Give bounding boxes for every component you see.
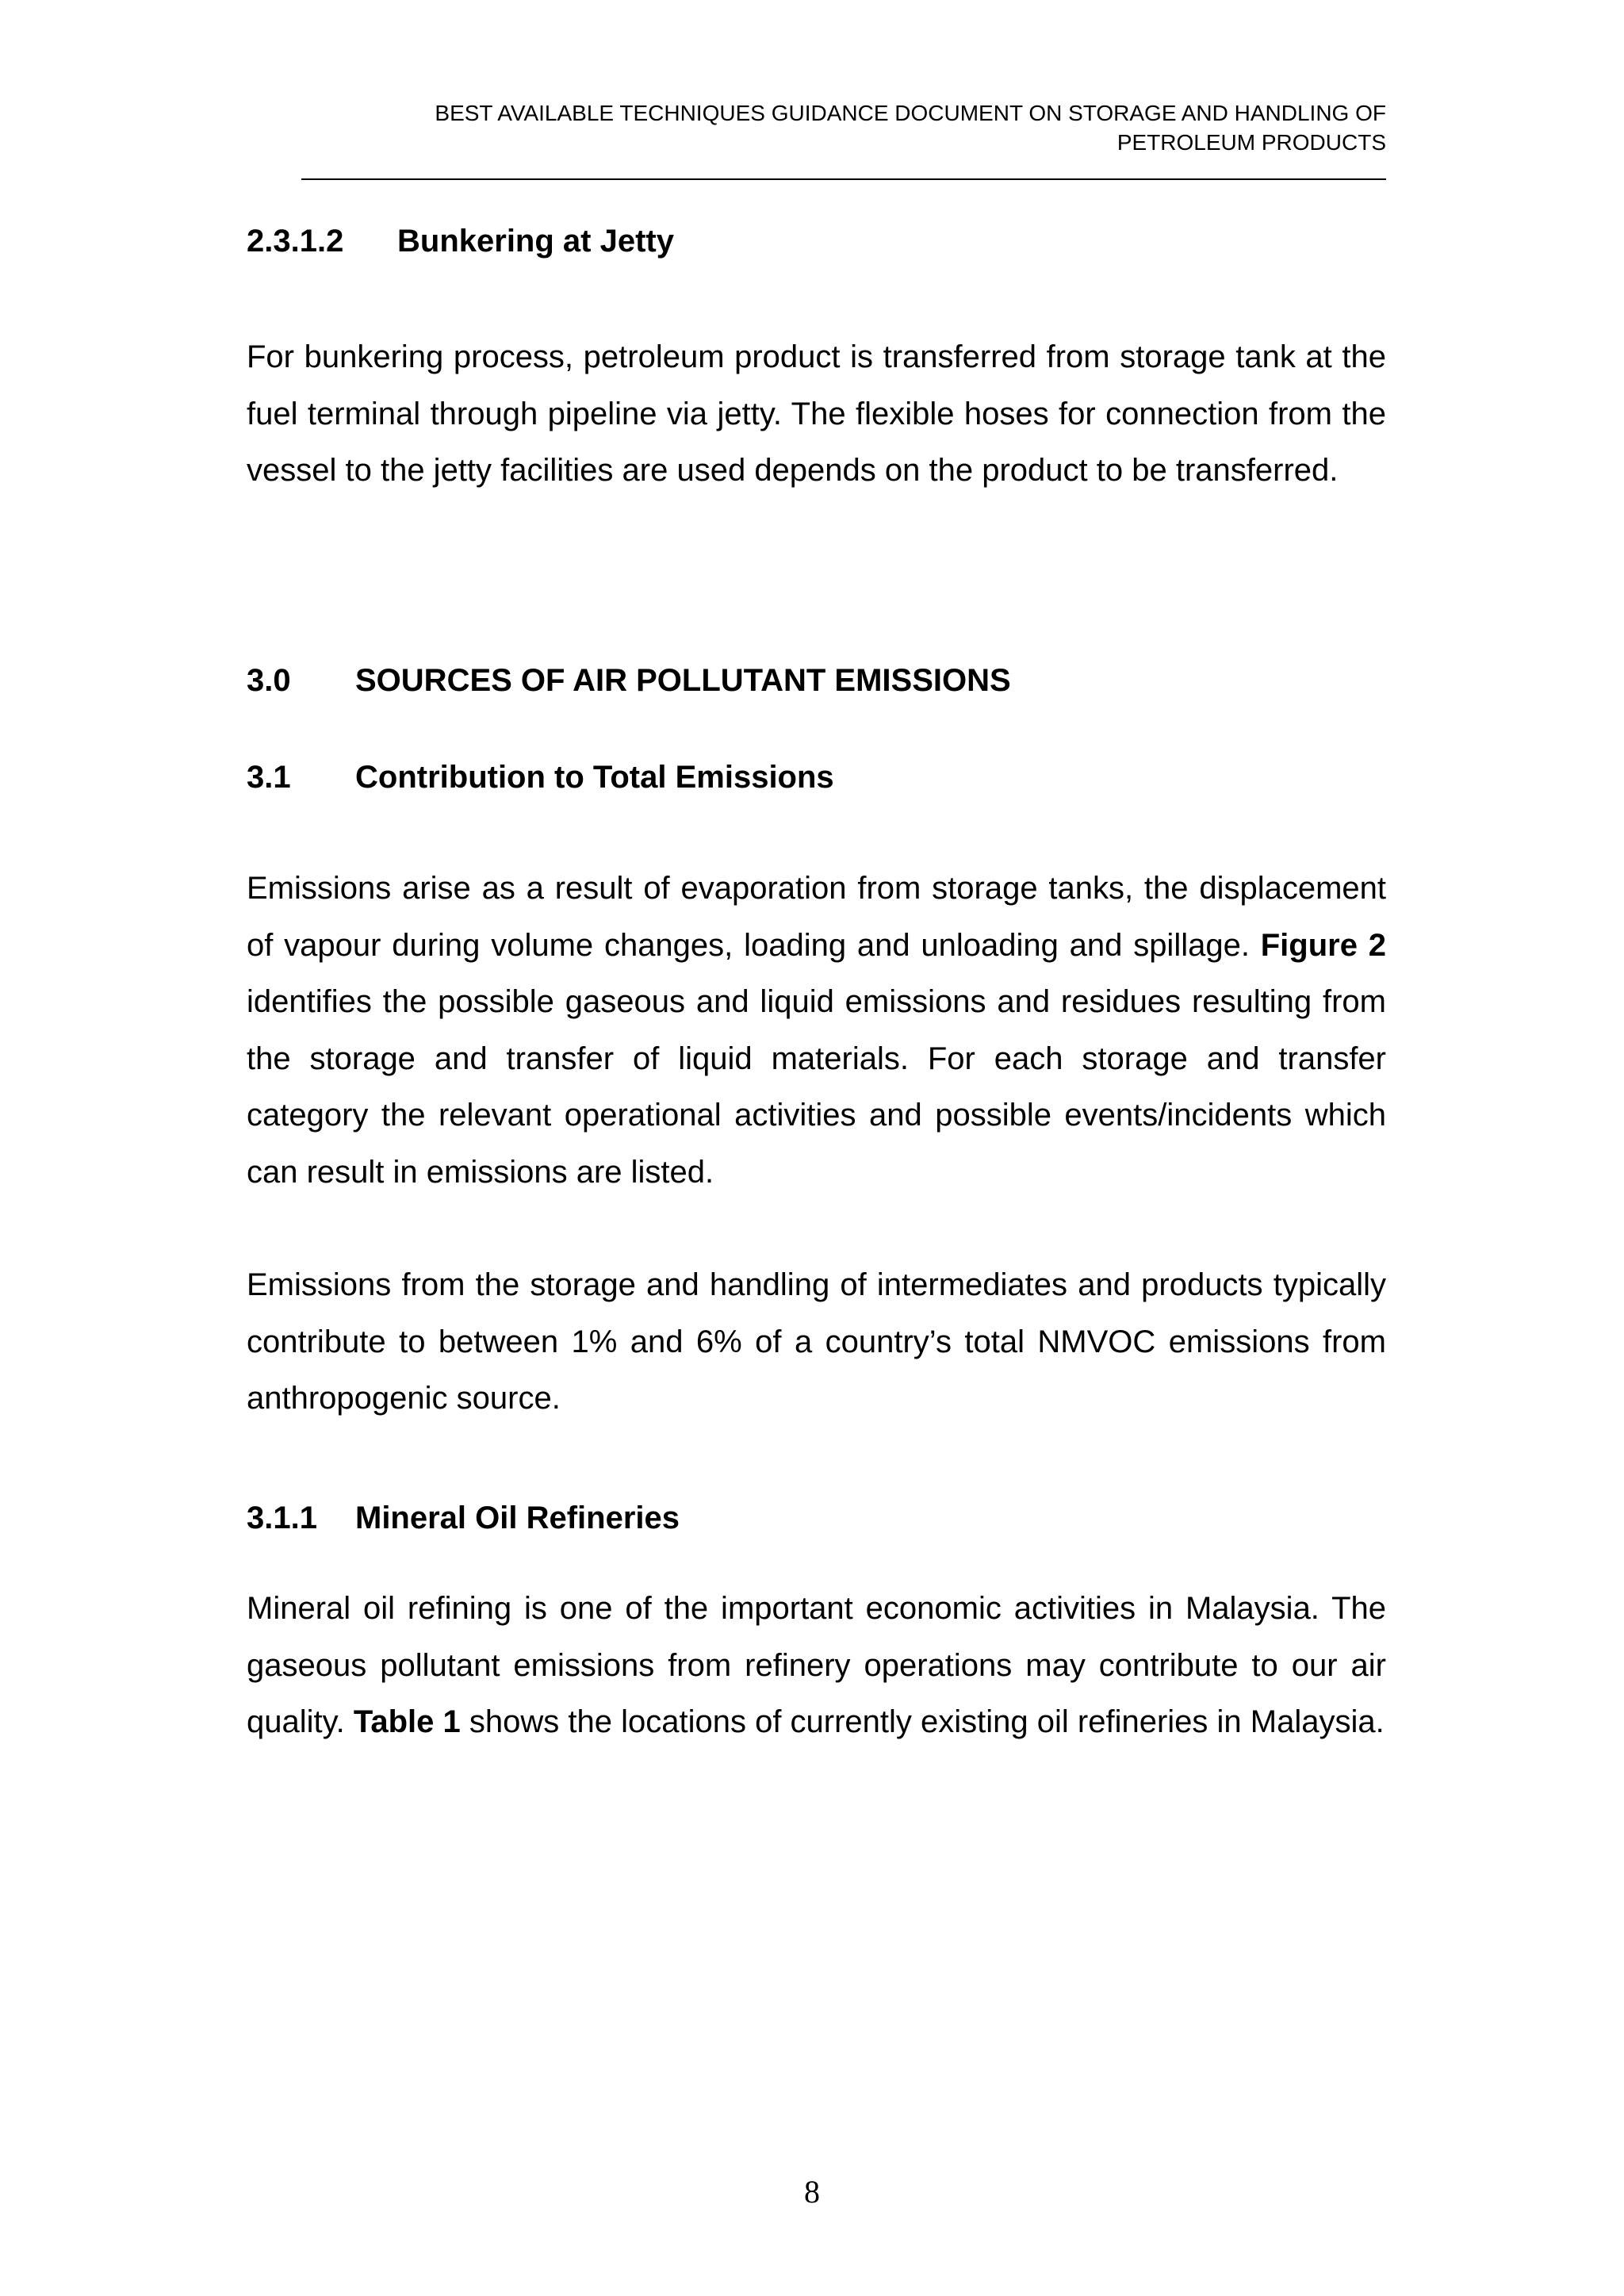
section-title: Contribution to Total Emissions (355, 760, 834, 795)
paragraph-text: identifies the possible gaseous and liquid emissions and residues resulting from the storage and transfer of liquid materials. For each storage and transfer category the relevant operational activities and possible events/incidents which can result in emissions are listed. (247, 984, 1386, 1190)
section-title: SOURCES OF AIR POLLUTANT EMISSIONS (355, 663, 1011, 698)
running-header-line-1: BEST AVAILABLE TECHNIQUES GUIDANCE DOCUMENT ON STORAGE AND HANDLING OF (435, 101, 1386, 125)
heading-bunkering-at-jetty (247, 222, 674, 260)
heading-sources-of-air-pollutant-emissions (247, 661, 1011, 700)
paragraph-text: shows the locations of currently existing oil refineries in Malaysia. (460, 1704, 1385, 1739)
paragraph-mineral-oil-refining (247, 1581, 1386, 1751)
heading-mineral-oil-refineries (247, 1499, 680, 1537)
section-number: 2.3.1.2 (247, 224, 344, 259)
paragraph-emissions (247, 861, 1386, 1201)
header-divider (301, 178, 1386, 180)
paragraph-text: Mineral oil refining is one of the important economic activities in Malaysia. The gaseous pollutant emissions from refinery operations may contribute to our air quality. (247, 1591, 1386, 1739)
paragraph-contribution: Emissions from the storage and handling of intermediates and products typically contribute to between 1% and 6% of a country’s total NMVOC emissions from anthropogenic source. (247, 1267, 1386, 1416)
heading-contribution-to-total-emissions (247, 758, 834, 796)
section-number: 3.0 (247, 663, 291, 698)
section-title: Bunkering at Jetty (397, 224, 674, 259)
table-reference: Table 1 (353, 1704, 461, 1739)
figure-reference: Figure 2 (1260, 927, 1386, 963)
section-number: 3.1.1 (247, 1501, 317, 1535)
page-number: 8 (804, 2174, 820, 2210)
running-header-line-2: PETROLEUM PRODUCTS (1116, 130, 1386, 155)
section-title: Mineral Oil Refineries (355, 1501, 680, 1535)
paragraph-text: Emissions arise as a result of evaporation from storage tanks, the displacement of vapour during volume changes, loading and unloading and spillage. (247, 871, 1386, 963)
running-header (301, 98, 1386, 157)
paragraph-bunkering: For bunkering process, petroleum product is transferred from storage tank at the fuel terminal through pipeline via jetty. The flexible hoses for connection from the vessel to the jetty facilities are used depends on the product to be transferred. (247, 339, 1386, 488)
section-number: 3.1 (247, 760, 291, 795)
